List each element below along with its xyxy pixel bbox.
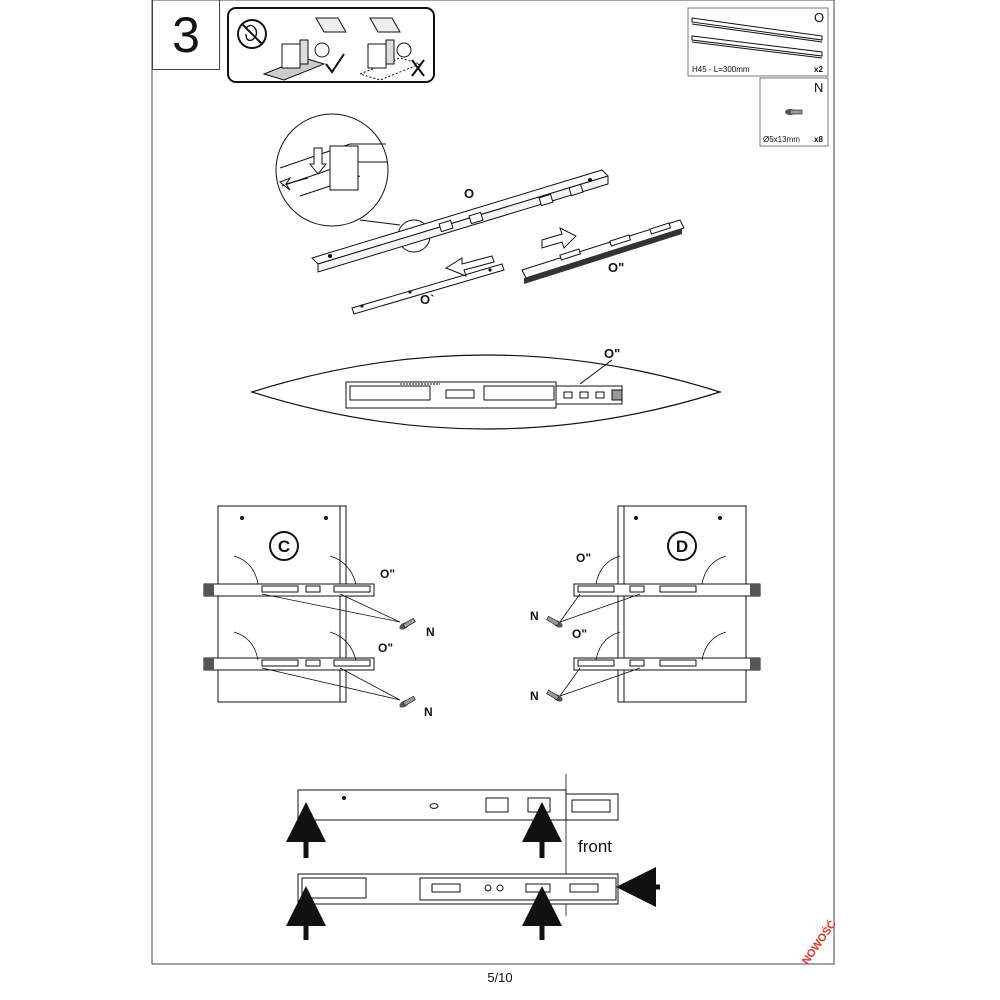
- no-hands-icon: [238, 20, 266, 48]
- panel-d-rail-bottom: [574, 658, 760, 670]
- panel-c-assembly: [204, 506, 435, 719]
- panel-d-assembly: [530, 506, 760, 703]
- front-label: front: [578, 837, 613, 856]
- middle-rail-label: O": [608, 260, 625, 275]
- assembled-rail-label: O": [604, 346, 621, 361]
- bad-handling-icon: [360, 18, 424, 80]
- panel-c-rail-bottom: [204, 658, 374, 670]
- exploded-rail-view: [276, 114, 684, 314]
- drawer-mount-view: [298, 774, 660, 940]
- part-screw-qty: x8: [814, 135, 823, 144]
- panel-d-screw-top-icon: [546, 615, 564, 629]
- panel-d-rail-label-top: O": [576, 551, 592, 565]
- outer-rail-label: O: [464, 186, 475, 201]
- handling-warning-box: [228, 8, 434, 82]
- good-handling-icon: [264, 18, 346, 80]
- part-rail-spec: H45 - L=300mm: [692, 65, 750, 74]
- part-screw-spec: Ø5x13mm: [763, 135, 800, 144]
- drawer-side-top: [298, 790, 618, 858]
- drawer-side-bottom: [298, 874, 660, 940]
- rail-pair-illustration: [692, 18, 822, 58]
- assembled-rail-view: [252, 346, 720, 429]
- part-rail-box: [688, 8, 828, 76]
- panel-c-rail-label-bottom: O": [378, 641, 394, 655]
- panel-d-screw-label-bottom: N: [530, 689, 539, 703]
- panel-c-screw-label-top: N: [426, 625, 435, 639]
- part-screw-box: [760, 78, 828, 146]
- panel-d-rail-label-bottom: O": [572, 627, 588, 641]
- panel-d-screw-label-top: N: [530, 609, 539, 623]
- panel-c-screw-bottom-icon: [398, 695, 416, 709]
- panel-c-screw-label-bottom: N: [424, 705, 433, 719]
- part-screw-letter: N: [814, 80, 824, 95]
- page-number: 5/10: [487, 970, 513, 985]
- screw-icon: [785, 109, 802, 115]
- part-rail-letter: O: [814, 10, 825, 25]
- panel-c-screw-top-icon: [398, 617, 416, 631]
- panel-c-letter: C: [277, 537, 291, 556]
- inner-rail-label: O`: [420, 292, 435, 307]
- panel-d-rail-top: [574, 584, 760, 596]
- assembled-rail: [346, 382, 622, 408]
- part-rail-qty: x2: [814, 65, 823, 74]
- panel-c-rail-label-top: O": [380, 567, 396, 581]
- nowosc-stamp: NOWOŚĆ: [800, 918, 839, 967]
- panel-d-letter: D: [675, 537, 689, 556]
- push-in-arrow: [542, 228, 576, 248]
- middle-rail: [522, 220, 684, 284]
- step-number: 3: [152, 0, 220, 70]
- panel-d-screw-bottom-icon: [546, 689, 564, 703]
- panel-c-rail-top: [204, 584, 374, 596]
